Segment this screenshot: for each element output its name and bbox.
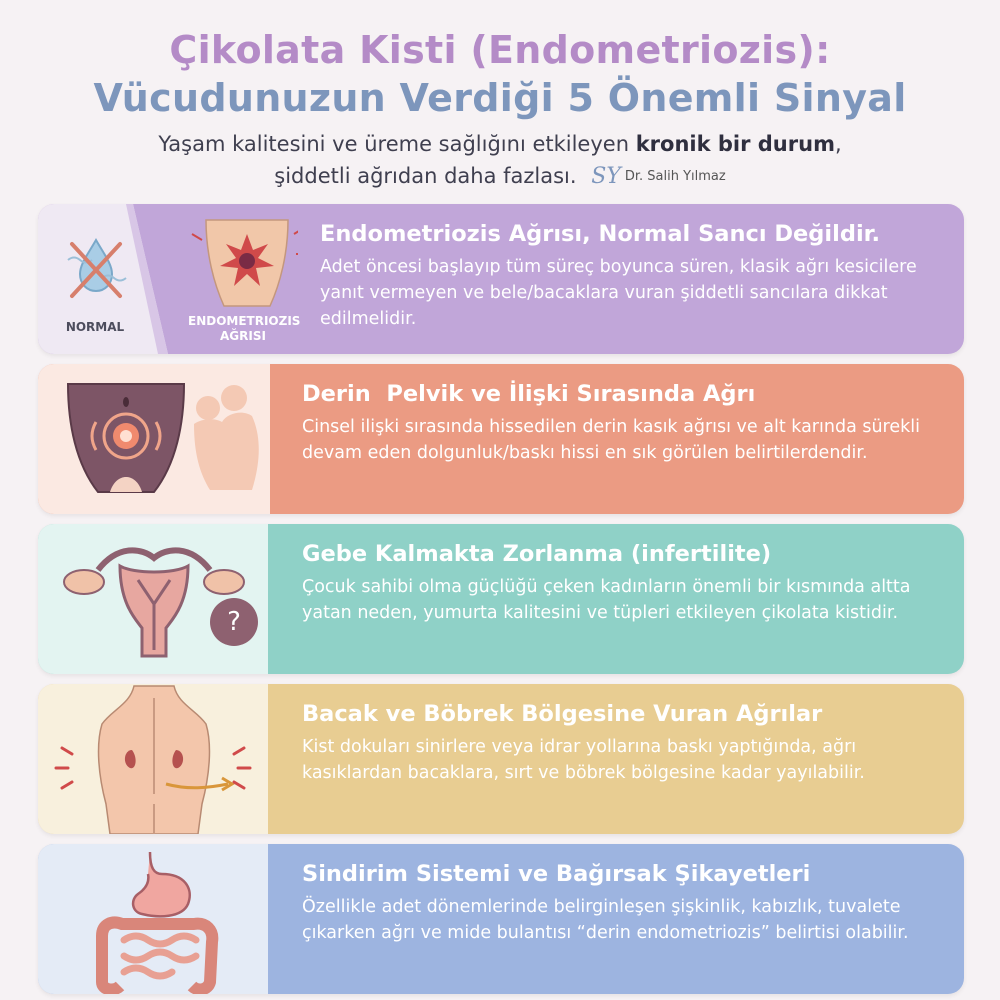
card-back-leg-text — [268, 684, 964, 834]
card-pelvic-illustration — [38, 364, 286, 514]
card-digestive — [38, 844, 964, 994]
card-pelvic-text — [286, 364, 964, 514]
subtitle-line-2: şiddetli ağrıdan daha fazlası. — [274, 164, 577, 188]
subtitle — [0, 128, 1000, 160]
card-infertility-text — [268, 524, 964, 674]
card-infertility-body: Çocuk sahibi olma güçlüğü çeken kadınların önemli bir kısmında altta yatan neden, yumurta kalitesini ve tüpleri etkileyen çikolata kistidir. — [302, 577, 911, 623]
card-digestive-text — [268, 844, 964, 994]
card-infertility — [38, 524, 964, 674]
card-pelvic-body: Cinsel ilişki sırasında hissedilen derin kasık ağrısı ve alt karında sürekli devam eden dolgunluk/baskı hissi en sık görülen belirtilerdendir. — [302, 417, 920, 463]
signature-logo: SY — [591, 164, 621, 189]
card-pain — [38, 204, 964, 354]
back-kidney-icon — [38, 684, 268, 834]
signature-name: Dr. Salih Yılmaz — [624, 169, 726, 184]
card-pain-body: Adet öncesi başlayıp tüm süreç boyunca süren, klasik ağrı kesicilere yanıt vermeyen ve bele/bacaklara vuran şiddetli sancılara dikkat edilmelidir. — [320, 257, 917, 329]
label-normal: NORMAL — [65, 320, 125, 334]
subtitle-part-1: Yaşam kalitesini ve üreme sağlığını etkileyen — [158, 132, 636, 156]
subtitle-bold: kronik bir durum — [635, 132, 835, 156]
card-pelvic — [38, 364, 964, 514]
card-pain-title: Endometriozis Ağrısı, Normal Sancı Değildir. — [320, 221, 881, 247]
uterus-icon — [38, 524, 268, 674]
card-back-leg — [38, 684, 964, 834]
subtitle-line-2-row — [0, 160, 1000, 193]
title-line-2: Vücudunuzun Verdiği 5 Önemli Sinyal — [93, 76, 907, 120]
card-pain-illustration — [38, 204, 301, 354]
card-digestive-illustration — [38, 844, 268, 994]
card-back-leg-title: Bacak ve Böbrek Bölgesine Vuran Ağrılar — [302, 701, 823, 727]
header — [0, 0, 1000, 193]
card-pelvic-title: Derin Pelvik ve İlişki Sırasında Ağrı — [302, 381, 756, 407]
pelvic-pain-icon — [38, 364, 286, 514]
label-endometriozis-pain: ENDOMETRIOZIS AĞRISI — [188, 314, 301, 343]
card-digestive-body: Özellikle adet dönemlerinde belirginleşen şişkinlik, kabızlık, tuvalete çıkarken ağrı ve mide bulantısı “derin endometriozis” belirtisi olabilir. — [302, 897, 909, 943]
card-back-leg-illustration — [38, 684, 268, 834]
signature — [591, 161, 725, 193]
card-back-leg-body: Kist dokuları sinirlere veya idrar yollarına baskı yaptığında, ağrı kasıklardan bacaklara, sırt ve böbrek bölgesine kadar yayılabilir. — [302, 737, 865, 783]
card-infertility-title: Gebe Kalmakta Zorlanma (infertilite) — [302, 541, 772, 567]
title-line-1: Çikolata Kisti (Endometriozis): — [169, 28, 831, 72]
card-infertility-illustration — [38, 524, 268, 674]
digestive-system-icon — [38, 844, 268, 994]
card-digestive-title: Sindirim Sistemi ve Bağırsak Şikayetleri — [302, 861, 811, 887]
card-pain-text — [298, 204, 964, 354]
subtitle-part-2: , — [834, 132, 842, 156]
question-mark-icon: ? — [227, 607, 241, 637]
